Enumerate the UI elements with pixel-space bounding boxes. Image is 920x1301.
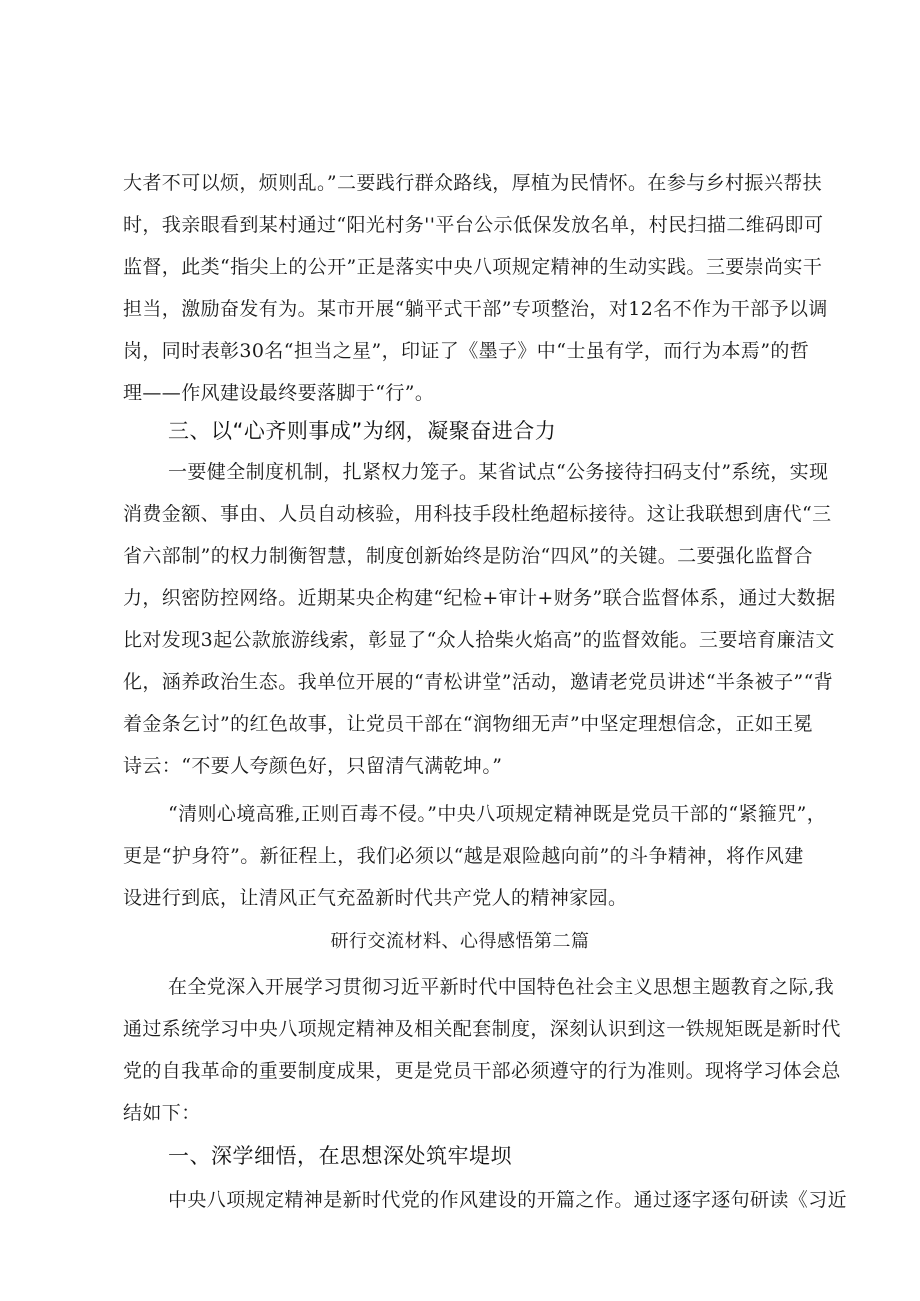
- paragraph-line: 化，涵养政治生态。我单位开展的“青松讲堂”活动，邀请老党员讲述“半条被子”“背: [123, 671, 834, 693]
- paragraph-line: 中央八项规定精神是新时代党的作风建设的开篇之作。通过逐字逐句研读《习近: [168, 1189, 848, 1211]
- paragraph-line: 担当，激励奋发有为。某市开展“躺平式干部”专项整治，对12名不作为干部予以调: [123, 298, 828, 320]
- paragraph-line: 更是“护身符”。新征程上，我们必须以“越是艰险越向前”的斗争精神，将作风建: [123, 845, 804, 867]
- paragraph-line: 消费金额、事由、人员自动核验，用科技手段杜绝超标接待。这让我联想到唐代“三: [123, 503, 832, 525]
- paragraph-line: 党的自我革命的重要制度成果，更是党员干部必须遵守的行为准则。现将学习体会总: [123, 1060, 841, 1082]
- section-heading-3: 三、以“心齐则事成”为纲，凝聚奋进合力: [168, 419, 557, 443]
- paragraph-line: 监督，此类“指尖上的公开”正是落实中央八项规定精神的生动实践。三要崇尚实干: [123, 256, 823, 278]
- paragraph-line: 时，我亲眼看到某村通过“阳光村务''平台公示低保发放名单，村民扫描二维码即可: [123, 214, 824, 236]
- paragraph-line: 岗，同时表彰30名“担当之星”，印证了《墨子》中“士虽有学，而行为本焉”的哲: [123, 340, 810, 362]
- article-subtitle: 研行交流材料、心得感悟第二篇: [330, 931, 590, 952]
- paragraph-line: 在全党深入开展学习贯彻习近平新时代中国特色社会主义思想主题教育之际,我: [168, 976, 835, 998]
- section-heading-1: 一、深学细悟，在思想深处筑牢堤坝: [168, 1144, 512, 1168]
- paragraph-line: 诗云：“不要人夸颜色好，只留清气满乾坤。”: [123, 755, 503, 777]
- paragraph-line: 设进行到底，让清风正气充盈新时代共产党人的精神家园。: [123, 887, 628, 909]
- paragraph-line: 结如下：: [123, 1102, 201, 1124]
- paragraph-line: 一要健全制度机制，扎紧权力笼子。某省试点“公务接待扫码支付”系统，实现: [168, 461, 829, 483]
- paragraph-line: 力，织密防控网络。近期某央企构建“纪检+审计+财务”联合监督体系，通过大数据: [123, 587, 836, 609]
- paragraph-line: “清则心境高雅,正则百毒不侵。”中央八项规定精神既是党员干部的“紧箍咒”，: [168, 803, 827, 825]
- paragraph-line: 大者不可以烦，烦则乱。”二要践行群众路线，厚植为民情怀。在参与乡村振兴帮扶: [123, 172, 823, 194]
- paragraph-line: 省六部制”的权力制衡智慧，制度创新始终是防治“四风”的关键。二要强化监督合: [123, 545, 813, 567]
- paragraph-line: 着金条乞讨”的红色故事，让党员干部在“润物细无声”中坚定理想信念，正如王冕: [123, 713, 813, 735]
- paragraph-line: 通过系统学习中央八项规定精神及相关配套制度，深刻认识到这一铁规矩既是新时代: [123, 1018, 841, 1040]
- paragraph-line: 比对发现3起公款旅游线索，彰显了“众人拾柴火焰高”的监督效能。三要培育廉洁文: [123, 629, 835, 651]
- paragraph-line: 理——作风建设最终要落脚于“行”。: [123, 382, 435, 404]
